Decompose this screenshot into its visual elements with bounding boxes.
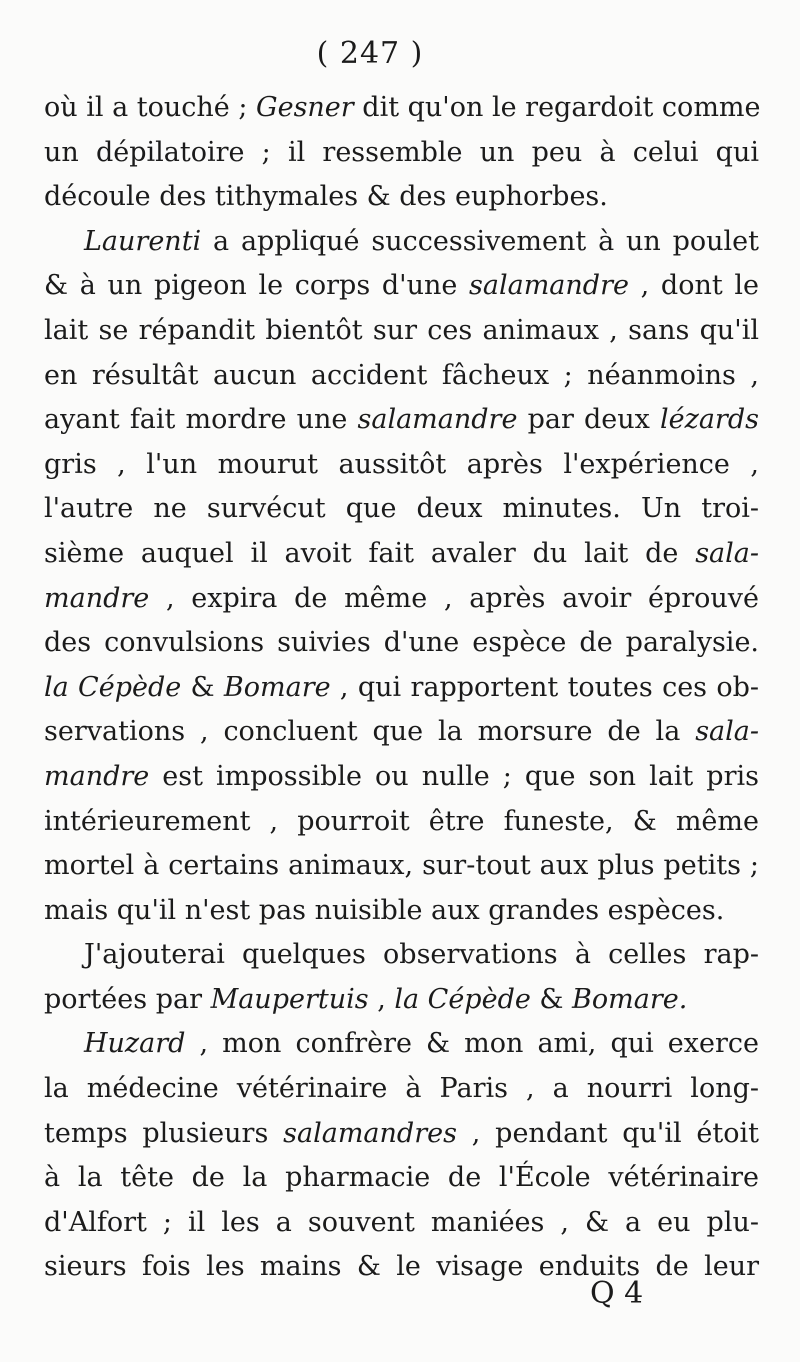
text-segment: portées par <box>44 983 211 1015</box>
italic-text: Gesner <box>256 92 354 123</box>
text-segment: gris , l'un mourut aussitôt après l'expérience , <box>44 448 759 480</box>
text-line <box>44 175 759 220</box>
text-segment: est impossible ou nulle ; que son lait pris <box>149 760 759 792</box>
text-line <box>44 755 759 800</box>
text-line <box>44 710 759 755</box>
italic-text: Maupertuis <box>210 983 369 1015</box>
text-line <box>44 264 759 309</box>
italic-text: la Cépède <box>44 671 182 703</box>
text-segment: temps plusieurs <box>44 1117 284 1149</box>
body-text <box>44 86 759 1290</box>
text-segment: & <box>530 983 573 1015</box>
text-segment: en résultât aucun accident fâcheux ; néanmoins , <box>44 359 759 391</box>
text-line <box>44 131 759 176</box>
text-line <box>44 666 759 711</box>
text-segment: l'autre ne survécut que deux minutes. Un troi- <box>44 493 759 525</box>
text-line <box>44 933 759 978</box>
text-segment: dit qu'on le regardoit comme <box>353 92 761 123</box>
text-segment: où il a touché ; <box>44 92 257 123</box>
text-segment: à la tête de la pharmacie de l'École vétérinaire <box>44 1162 759 1194</box>
catchword: Q 4 <box>590 1276 644 1311</box>
text-line <box>44 889 759 934</box>
text-segment: intérieurement , pourroit être funeste, & même <box>44 805 759 837</box>
text-line <box>44 1156 759 1201</box>
text-segment: un dépilatoire ; il ressemble un peu à celui qui <box>44 136 759 168</box>
text-line <box>44 398 759 443</box>
text-line <box>44 1067 759 1112</box>
text-segment: d'Alfort ; il les a souvent maniées , & a eu plu- <box>44 1206 759 1238</box>
text-segment: servations , concluent que la morsure de la <box>44 716 696 748</box>
text-segment: la médecine vétérinaire à Paris , a nourri long- <box>44 1073 759 1105</box>
text-line <box>44 309 759 354</box>
italic-text: Laurenti <box>84 225 202 257</box>
text-segment: ayant fait mordre une <box>44 404 358 436</box>
text-segment: , expira de même , après avoir éprouvé <box>149 582 759 614</box>
text-line <box>44 443 759 488</box>
text-line <box>44 800 759 845</box>
text-segment: des convulsions suivies d'une espèce de paralysie. <box>44 627 759 659</box>
italic-text: sala- <box>695 537 759 569</box>
text-line <box>44 621 759 666</box>
italic-text: Huzard <box>84 1028 186 1060</box>
text-segment: par deux <box>517 404 660 436</box>
text-segment: sieurs fois les mains & le visage enduits de leur <box>44 1251 759 1283</box>
text-segment: J'ajouterai quelques observations à celles rap- <box>84 939 759 971</box>
italic-text: Bomare <box>223 671 331 703</box>
text-segment: sième auquel il avoit fait avaler du lait de <box>44 537 696 569</box>
text-segment: , qui rapportent toutes ces ob- <box>330 671 760 703</box>
italic-text: salamandre <box>357 404 518 436</box>
text-line <box>44 978 759 1023</box>
text-segment: mais qu'il n'est pas nuisible aux grandes espèces. <box>44 894 725 926</box>
text-segment: découle des tithymales & des euphorbes. <box>44 181 608 213</box>
italic-text: salamandre <box>469 270 629 302</box>
text-segment: & à un pigeon le corps d'une <box>44 270 470 302</box>
page-number: ( 247 ) <box>316 36 424 71</box>
italic-text: mandre <box>44 582 150 614</box>
text-line <box>44 354 759 399</box>
text-line <box>44 1245 759 1290</box>
text-segment: lait se répandit bientôt sur ces animaux , sans qu'il <box>44 314 759 346</box>
text-segment: mortel à certains animaux, sur-tout aux plus petits ; <box>44 850 759 882</box>
text-segment: , mon confrère & mon ami, qui exerce <box>185 1028 759 1060</box>
text-line <box>44 577 759 622</box>
italic-text: sala- <box>695 716 759 748</box>
text-segment: , dont le <box>628 270 759 302</box>
italic-text: mandre <box>44 760 150 792</box>
text-line <box>44 1201 759 1246</box>
text-segment: , pendant qu'il étoit <box>456 1117 759 1149</box>
text-line <box>44 86 759 131</box>
text-line <box>44 220 759 265</box>
italic-text: salamandres <box>283 1117 457 1149</box>
text-line <box>44 844 759 889</box>
italic-text: lézards <box>660 404 759 436</box>
text-line <box>44 487 759 532</box>
italic-text: la Cépède <box>394 983 531 1015</box>
text-segment: , <box>368 983 395 1015</box>
italic-text: Bomare. <box>572 983 688 1015</box>
text-line <box>44 532 759 577</box>
text-line <box>44 1112 759 1157</box>
text-segment: a appliqué successivement à un poulet <box>201 225 759 257</box>
text-line <box>44 1022 759 1067</box>
text-segment: & <box>181 671 224 703</box>
